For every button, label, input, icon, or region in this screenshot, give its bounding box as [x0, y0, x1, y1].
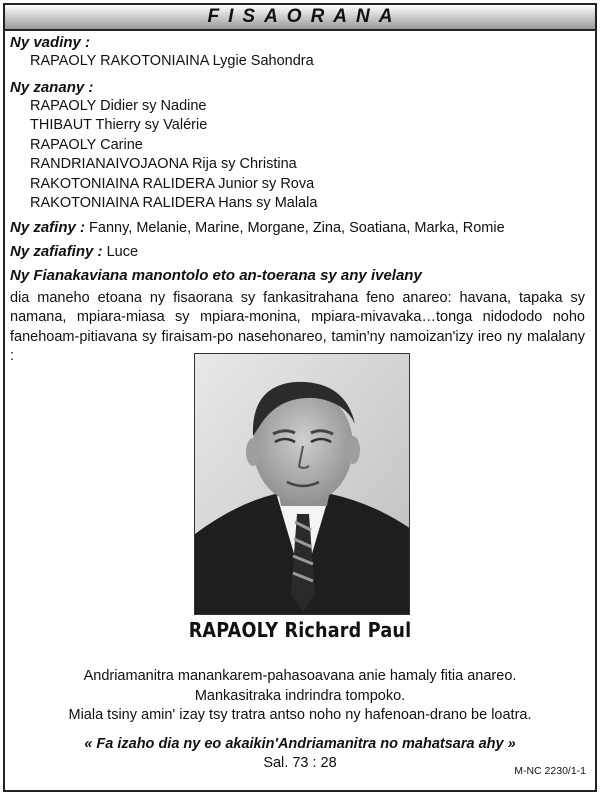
widow-names: [10, 52, 585, 72]
ad-code: M-NC 2230/1-1: [514, 765, 586, 777]
name-line: THIBAUT Thierry sy Valérie: [30, 117, 208, 133]
children-names: [10, 97, 585, 214]
message-line: Andriamanitra manankarem-pahasoavana anie hamaly fitia anareo.: [83, 668, 517, 684]
message-line: Miala tsiny amin' izay tsy tratra antso noho ny hafenoan-drano be loatra.: [68, 707, 532, 723]
notice-title: FISAORANA: [207, 6, 402, 27]
grandchildren-names: Fanny, Melanie, Marine, Morgane, Zina, Soatiana, Marka, Romie: [89, 219, 505, 236]
great-grandchildren-label: Ny zafiafiny :: [10, 242, 103, 260]
name-line: RAKOTONIAINA RALIDERA Junior sy Rova: [30, 175, 315, 192]
deceased-photo: [194, 353, 410, 615]
bible-quote: « Fa izaho dia ny eo akaikin'Andriamanitra no mahatsara ahy »: [84, 736, 516, 752]
great-grandchildren-line: [10, 242, 585, 262]
name-line: RAKOTONIAINA RALIDERA Hans sy Malala: [30, 195, 318, 211]
thanks-paragraph: dia maneho etoana ny fisaorana sy fankasitrahana feno anareo: havana, tapaka sy namana, mpiara-miasa sy mpiara-monina, mpiara-mivavaka…tonga nidododo noho fanehoam-pitiavana sy firaisam-po nasehonareo, tamin'ny namoizan'izy ireo ny malalany :: [10, 289, 585, 364]
grandchildren-label: Ny zafiny :: [10, 218, 86, 236]
message-line: Mankasitraka indrindra tompoko.: [194, 687, 406, 704]
great-grandchildren-names: Luce: [106, 243, 139, 260]
children-label: Ny zanany :: [10, 78, 94, 96]
notice-header: [5, 5, 595, 31]
thanks-message: [0, 667, 600, 726]
notice-body: [10, 33, 585, 367]
family-line: Ny Fianakaviana manontolo eto an-toerana sy any ivelany: [10, 266, 422, 284]
widow-label: Ny vadiny :: [10, 34, 91, 51]
deceased-name: RAPAOLY Richard Paul: [188, 618, 412, 642]
name-line: RAPAOLY Carine: [30, 136, 143, 153]
name-line: RAPAOLY RAKOTONIAINA Lygie Sahondra: [30, 53, 314, 69]
bible-reference: Sal. 73 : 28: [263, 755, 337, 771]
grandchildren-line: [10, 218, 585, 238]
name-line: RAPAOLY Didier sy Nadine: [30, 97, 207, 114]
name-line: RANDRIANAIVOJAONA Rija sy Christina: [30, 156, 297, 172]
